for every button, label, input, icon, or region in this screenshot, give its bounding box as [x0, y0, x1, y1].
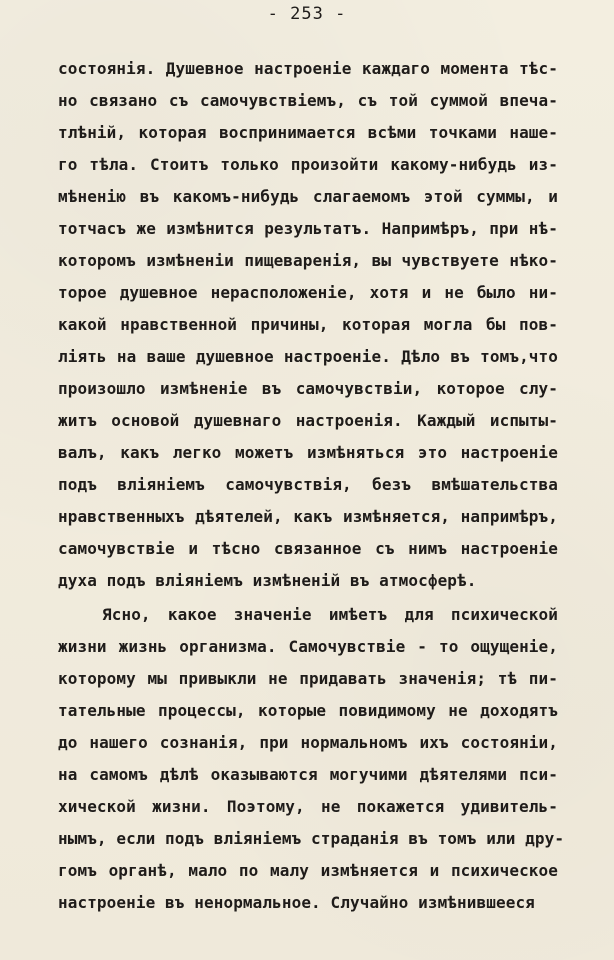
text-line: настроеніе въ ненормальное. Случайно измѣнившееся	[58, 893, 535, 912]
text-line: тлѣній, которая воспринимается всѣми точками наше-	[58, 123, 558, 142]
text-line: мѣненію въ какомъ-нибудь слагаемомъ этой суммы, и	[58, 187, 558, 206]
text-line: тотчасъ же измѣнится результатъ. Напримѣръ, при нѣ-	[58, 219, 558, 238]
text-line: до нашего сознанія, при нормальномъ ихъ состояніи,	[58, 733, 558, 752]
text-line: тательные процессы, которые повидимому не доходятъ	[58, 701, 558, 720]
page-number: - 253 -	[267, 4, 347, 24]
text-line: ліять на ваше душевное настроеніе. Дѣло въ томъ,что	[58, 347, 558, 366]
text-line: хической жизни. Поэтому, не покажется удивитель-	[58, 797, 558, 816]
text-line: нымъ, если подъ вліяніемъ страданія въ томъ или дру-	[58, 829, 565, 848]
text-line: нравственныхъ дѣятелей, какъ измѣняется, напримѣръ,	[58, 507, 558, 526]
text-line: подъ вліяніемъ самочувствія, безъ вмѣшательства	[58, 475, 558, 494]
paragraph-2	[58, 599, 565, 919]
text-line: гомъ органѣ, мало по малу измѣняется и психическое	[58, 861, 558, 880]
text-line: на самомъ дѣлѣ оказываются могучими дѣятелями пси-	[58, 765, 558, 784]
text-line: состоянія. Душевное настроеніе каждаго момента тѣс-	[58, 59, 558, 78]
text-line: валъ, какъ легко можетъ измѣняться это настроеніе	[58, 443, 558, 462]
text-line: житъ основой душевнаго настроенія. Каждый испыты-	[58, 411, 558, 430]
text-line: го тѣла. Стоитъ только произойти какому-нибудь из-	[58, 155, 558, 174]
body-text	[58, 53, 565, 919]
text-line: произошло измѣненіе въ самочувствіи, которое слу-	[58, 379, 558, 398]
paragraph-1	[58, 53, 558, 597]
text-line: торое душевное нерасположеніе, хотя и не было ни-	[58, 283, 558, 302]
text-line: Ясно, какое значеніе имѣетъ для психической	[102, 605, 558, 624]
text-line: которомъ измѣненіи пищеваренія, вы чувствуете нѣко-	[58, 251, 558, 270]
text-line: духа подъ вліяніемъ измѣненій въ атмосферѣ.	[58, 571, 477, 590]
text-line: жизни жизнь организма. Самочувствіе - то ощущеніе,	[58, 637, 558, 656]
text-line: какой нравственной причины, которая могла бы пов-	[58, 315, 558, 334]
text-line: самочувствіе и тѣсно связанное съ нимъ настроеніе	[58, 539, 558, 558]
text-line: но связано съ самочувствіемъ, съ той суммой впеча-	[58, 91, 558, 110]
text-line: которому мы привыкли не придавать значенія; тѣ пи-	[58, 669, 558, 688]
